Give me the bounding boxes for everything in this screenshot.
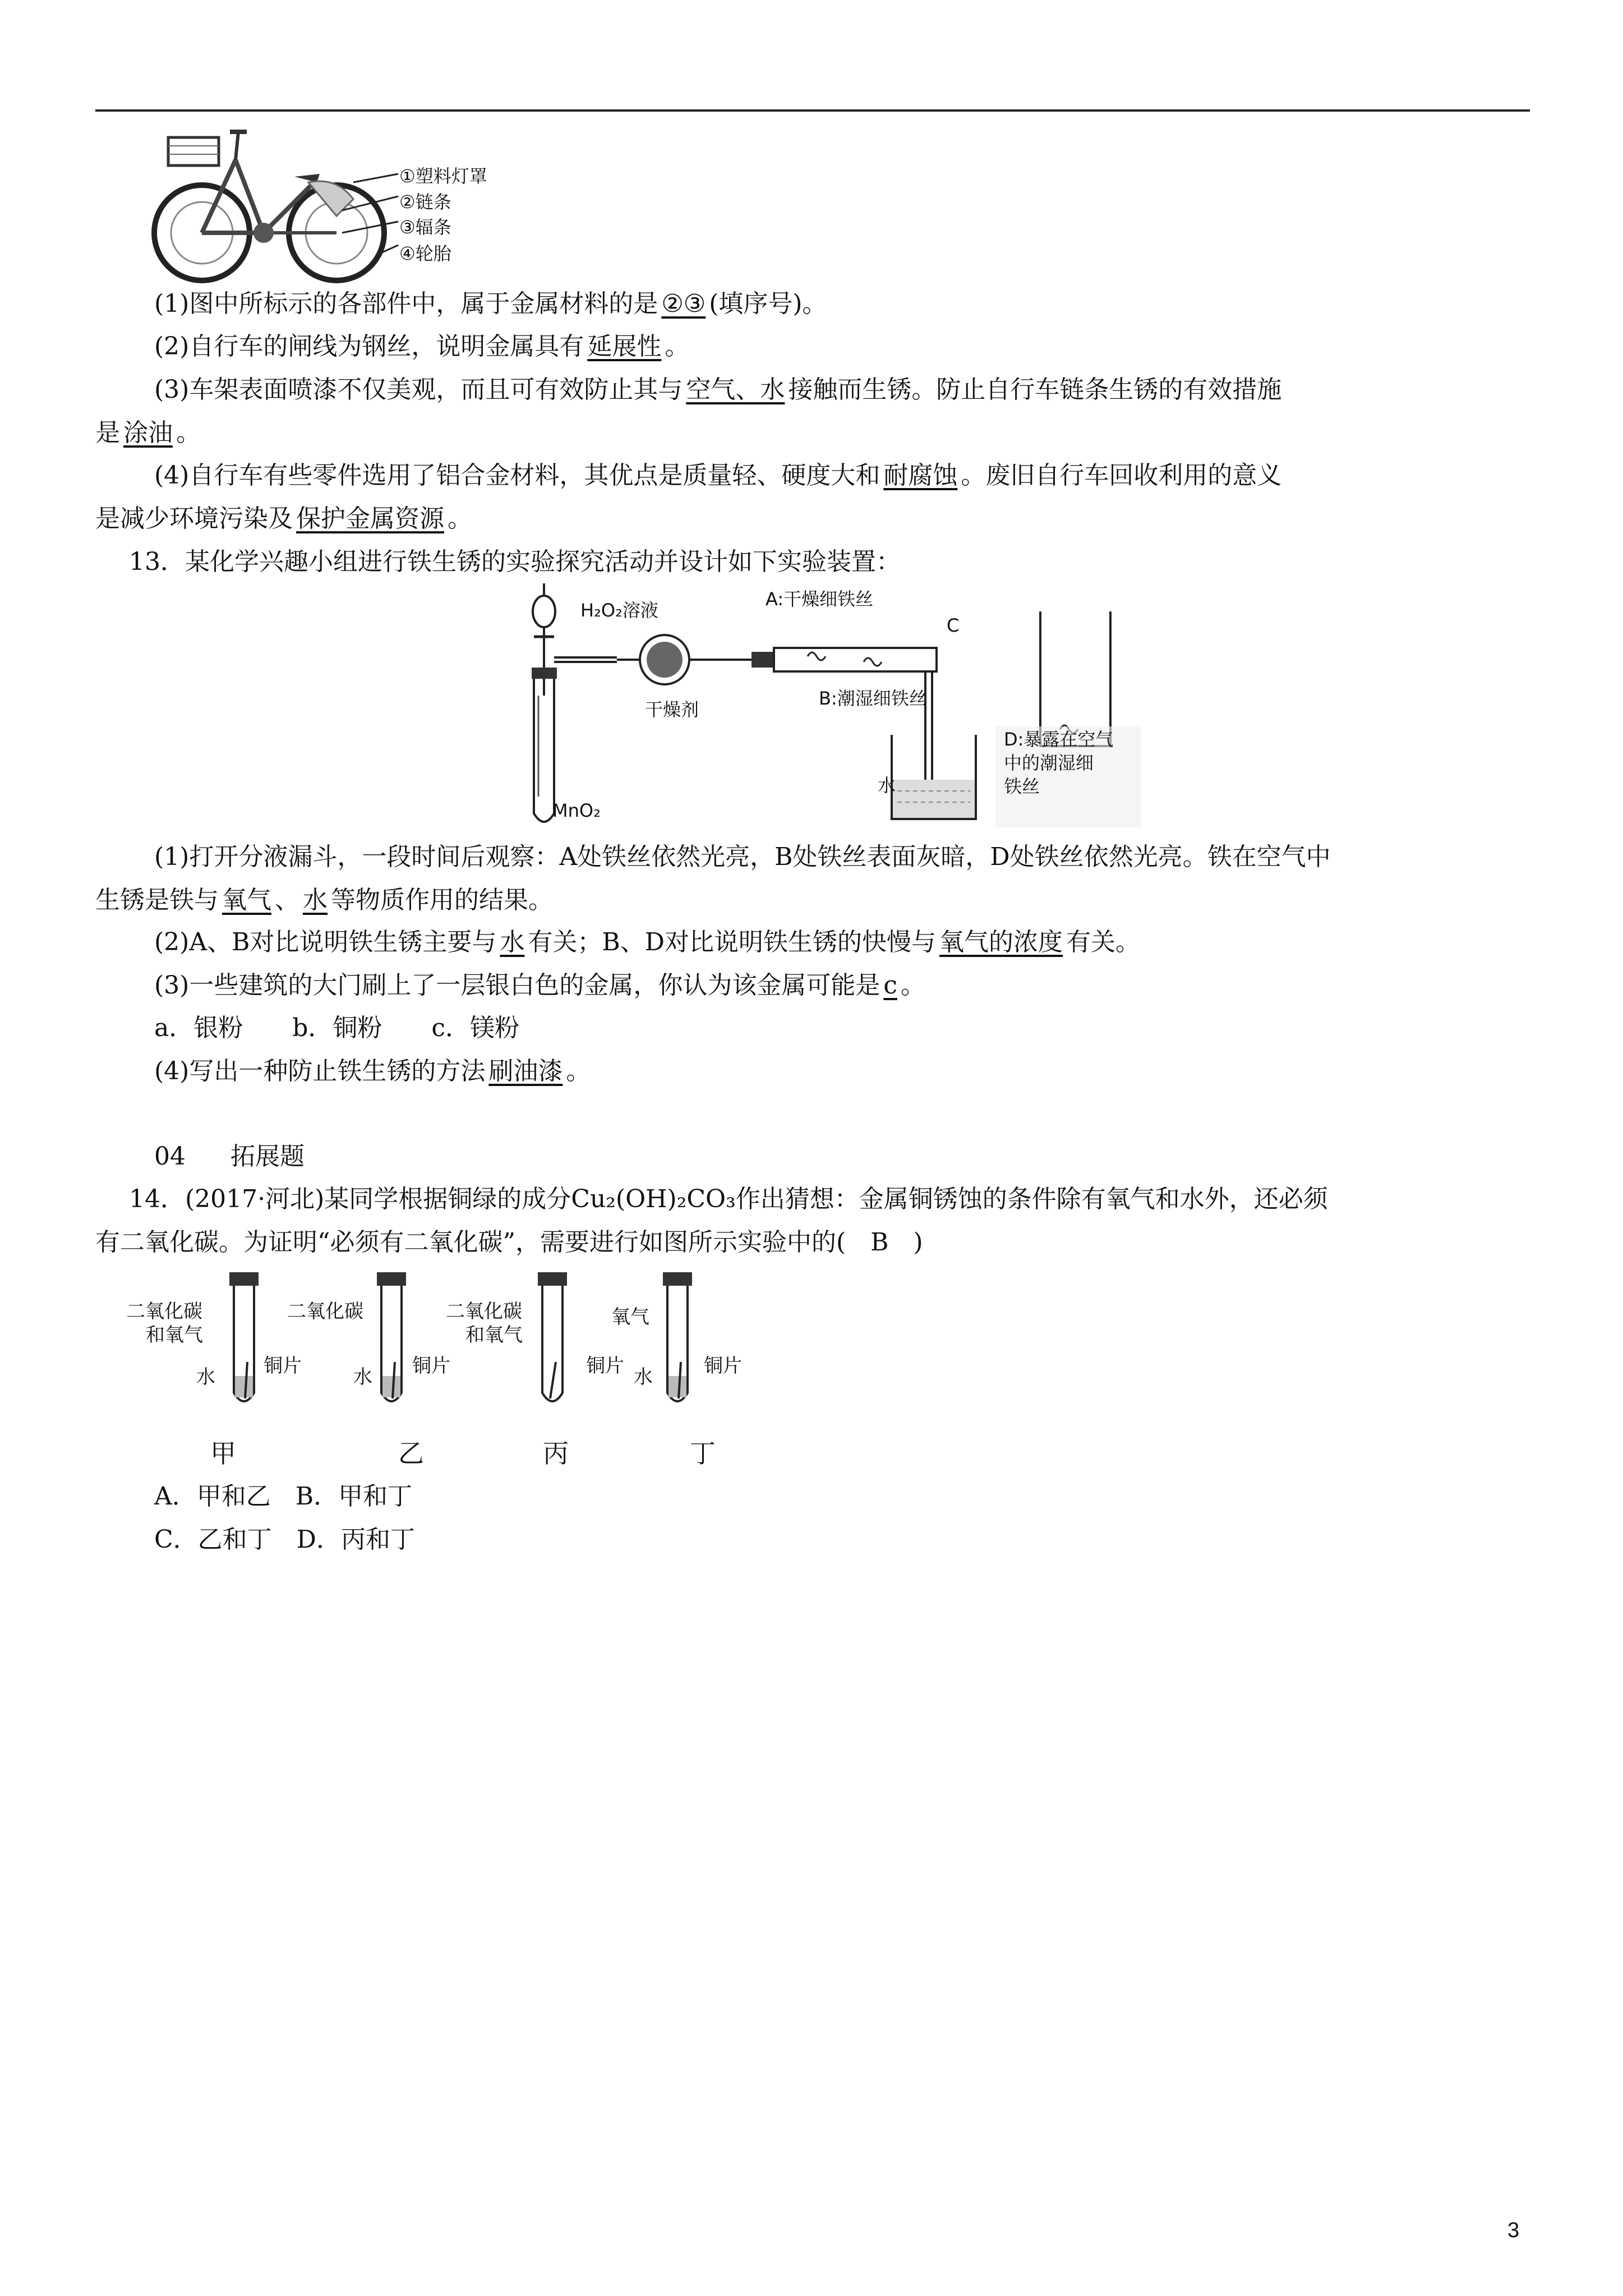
q14-options-ab: A．甲和乙 B．甲和丁 (154, 1482, 413, 1511)
answer: 氧气的浓度 (939, 928, 1063, 956)
section-number: 04 (154, 1142, 186, 1171)
test-tube-yi (375, 1272, 408, 1412)
q12-part4-cont: 是减少环境污染及 保护金属资源 。 (95, 504, 472, 533)
tube1-gas-line2: 和氧气 (146, 1324, 203, 1346)
bike-label-1: ①塑料灯罩 (399, 165, 487, 187)
test-tube-jia (227, 1272, 261, 1412)
q12-part2: (2)自行车的闸线为钢丝，说明金属具有 延展性 。 (154, 332, 690, 361)
q13-part1: (1)打开分液漏斗，一段时间后观察：A处铁丝依然光亮，B处铁丝表面灰暗，D处铁丝依然光亮。铁在空气中 (154, 843, 1331, 871)
test-tube-ding (661, 1272, 694, 1412)
tube3-gas-line1: 二氧化碳 (446, 1300, 522, 1323)
tube2-copper: 铜片 (412, 1355, 450, 1377)
answer: 刷油漆 (488, 1057, 563, 1085)
header-rule (95, 109, 1530, 112)
answer: 氧气 (222, 886, 271, 914)
tube2-water: 水 (353, 1366, 372, 1388)
tube4-water: 水 (634, 1366, 653, 1388)
q13-part1-cont: 生锈是铁与 氧气 、 水 等物质作用的结果。 (95, 886, 553, 914)
bike-label-4: ④轮胎 (399, 243, 451, 264)
label-desiccant: 干燥剂 (645, 699, 699, 720)
caption-yi: 乙 (398, 1438, 424, 1469)
q12-part1: (1)图中所标示的各部件中，属于金属材料的是 ②③ (填序号)。 (154, 289, 827, 318)
answer: 水 (303, 886, 328, 914)
caption-ding: 丁 (690, 1438, 716, 1469)
q13-options: a．银粉 b．铜粉 c．镁粉 (154, 1014, 520, 1042)
bike-label-2: ②链条 (399, 191, 451, 213)
answer: ②③ (661, 289, 706, 318)
tube4-gas: 氧气 (611, 1306, 649, 1328)
section-title: 拓展题 (230, 1142, 305, 1171)
bike-label-3: ③辐条 (399, 217, 451, 238)
q12-part3-cont: 是 涂油 。 (95, 418, 201, 447)
q12-part3: (3)车架表面喷漆不仅美观，而且可有效防止其与 空气、水 接触而生锈。防止自行车链条生锈的有效措施 (154, 375, 1282, 404)
q12-part4: (4)自行车有些零件选用了铝合金材料，其优点是质量轻、硬度大和 耐腐蚀 。废旧自行车回收利用的意义 (154, 461, 1282, 490)
answer: 空气、水 (686, 375, 785, 404)
answer: 水 (500, 928, 525, 956)
answer: 耐腐蚀 (883, 461, 958, 490)
answer: 保护金属资源 (296, 504, 444, 533)
label-d-line2: 中的潮湿细 (1004, 752, 1094, 774)
q13-part3: (3)一些建筑的大门刷上了一层银白色的金属，你认为该金属可能是 c 。 (154, 971, 925, 1000)
q14-stem-line2: 有二氧化碳。为证明“必须有二氧化碳”，需要进行如图所示实验中的( B ) (95, 1228, 923, 1257)
tube4-copper: 铜片 (704, 1355, 742, 1377)
tube3-copper: 铜片 (586, 1355, 624, 1377)
q14-stem-line1: 14．(2017·河北)某同学根据铜绿的成分Cu₂(OH)₂CO₃作出猜想：金属铜锈蚀的条件除有氧气和水外，还必须 (129, 1185, 1328, 1213)
test-tube-bing (536, 1272, 569, 1412)
page-number: 3 (1507, 2219, 1520, 2242)
answer: 延展性 (587, 332, 662, 361)
answer: 涂油 (123, 418, 173, 447)
label-water: 水 (878, 775, 896, 796)
q13-part4: (4)写出一种防止铁生锈的方法 刷油漆 。 (154, 1057, 591, 1085)
tube3-gas-line2: 和氧气 (465, 1324, 523, 1346)
answer: c (883, 971, 897, 1000)
q14-options-cd: C．乙和丁 D．丙和丁 (154, 1525, 415, 1554)
q13-part2: (2)A、B对比说明铁生锈主要与 水 有关；B、D对比说明铁生锈的快慢与 氧气的浓度 有关。 (154, 928, 1141, 956)
section-heading (154, 1140, 305, 1174)
label-b: B:潮湿细铁丝 (819, 688, 927, 709)
tube1-copper: 铜片 (264, 1355, 302, 1377)
tube1-water: 水 (196, 1366, 215, 1388)
caption-jia: 甲 (210, 1438, 236, 1469)
tube2-gas: 二氧化碳 (287, 1300, 363, 1323)
label-mno2: MnO₂ (552, 800, 601, 821)
label-d-line1: D:暴露在空气 (1004, 729, 1114, 750)
tube1-gas-line1: 二氧化碳 (126, 1300, 202, 1323)
label-h2o2: H₂O₂溶液 (580, 600, 658, 621)
q13-stem: 13．某化学兴趣小组进行铁生锈的实验探究活动并设计如下实验装置： (129, 547, 901, 576)
caption-bing: 丙 (543, 1438, 569, 1469)
label-d-line3: 铁丝 (1004, 776, 1040, 797)
label-c: C (947, 615, 960, 636)
label-a: A:干燥细铁丝 (766, 588, 874, 610)
